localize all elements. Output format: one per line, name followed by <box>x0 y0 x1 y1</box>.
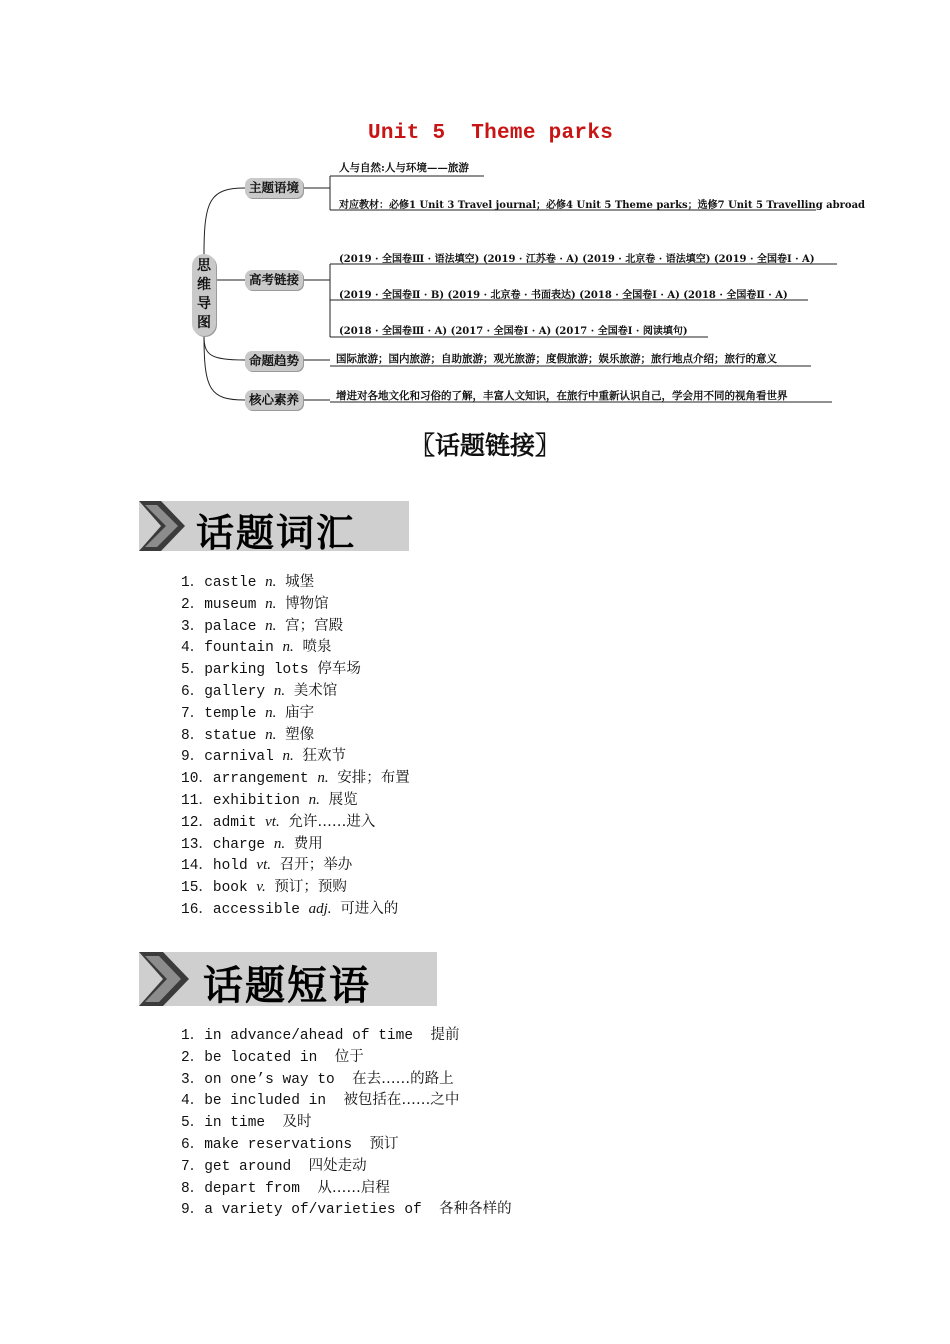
list-item: 7．temple n. 庙宇 <box>181 704 315 722</box>
banner-chevron-icon <box>139 501 189 551</box>
list-item: 6．make reservations 预订 <box>181 1135 399 1153</box>
list-item: 4．fountain n. 喷泉 <box>181 639 332 657</box>
leaf-gaokao-line-2: (2019 · 全国卷Ⅱ · B) (2019 · 北京卷 · 书面表达) (2018 · 全国卷Ⅰ · A) (2018 · 全国卷Ⅱ · A) <box>339 290 788 301</box>
list-item: 9．a variety of/varieties of 各种各样的 <box>181 1201 512 1219</box>
branch-gaokao-link: 高考链接 <box>245 270 303 290</box>
leaf-gaokao-line-1: (2019 · 全国卷Ⅲ · 语法填空) (2019 · 江苏卷 · A) (2019 · 北京卷 · 语法填空) (2019 · 全国卷Ⅰ · A) <box>339 254 815 265</box>
branch-core-literacy: 核心素养 <box>245 390 303 410</box>
phrase-list <box>181 1025 512 1221</box>
branch-theme-context: 主题语境 <box>245 178 303 198</box>
list-item: 2．be located in 位于 <box>181 1048 364 1066</box>
list-item: 5．parking lots 停车场 <box>181 661 361 679</box>
list-item: 10．arrangement n. 安排；布置 <box>181 770 410 788</box>
list-item: 6．gallery n. 美术馆 <box>181 682 338 700</box>
leaf-gaokao-line-3: (2018 · 全国卷Ⅲ · A) (2017 · 全国卷Ⅰ · A) (2017 · 全国卷Ⅰ · 阅读填句) <box>339 326 688 337</box>
list-item: 3．palace n. 宫；宫殿 <box>181 617 344 635</box>
list-item: 9．carnival n. 狂欢节 <box>181 748 346 766</box>
list-item: 5．in time 及时 <box>181 1114 312 1132</box>
topic-link-heading: 〖话题链接〗 <box>410 431 561 460</box>
list-item: 11．exhibition n. 展览 <box>181 791 358 809</box>
list-item: 1．castle n. 城堡 <box>181 574 315 591</box>
leaf-theme-context-topic: 人与自然:人与环境——旅游 <box>339 162 469 174</box>
list-item: 1．in advance/ahead of time 提前 <box>181 1027 460 1044</box>
list-item: 4．be included in 被包括在……之中 <box>181 1092 460 1110</box>
list-item: 7．get around 四处走动 <box>181 1157 367 1175</box>
branch-exam-trend: 命题趋势 <box>245 351 303 371</box>
unit-title: Unit 5 Theme parks <box>368 122 614 145</box>
list-item: 13．charge n. 费用 <box>181 835 323 853</box>
vocab-section-title: 话题词汇 <box>196 511 357 555</box>
phrase-section-title: 话题短语 <box>203 963 371 1009</box>
mindmap-root-node: 思维导图 <box>192 254 216 336</box>
vocab-list <box>181 572 410 921</box>
list-item: 12．admit vt. 允许……进入 <box>181 813 376 831</box>
list-item: 8．statue n. 塑像 <box>181 726 315 744</box>
list-item: 14．hold vt. 召开；举办 <box>181 857 353 875</box>
list-item: 2．museum n. 博物馆 <box>181 595 329 613</box>
list-item: 15．book v. 预订；预购 <box>181 879 347 897</box>
list-item: 3．on one’s way to 在去……的路上 <box>181 1070 454 1088</box>
list-item: 8．depart from 从……启程 <box>181 1179 390 1197</box>
banner-chevron-icon <box>139 952 193 1006</box>
leaf-core-literacy: 增进对各地文化和习俗的了解，丰富人文知识，在旅行中重新认识自己，学会用不同的视角看世界 <box>336 390 788 402</box>
list-item: 16．accessible adj. 可进入的 <box>181 900 399 918</box>
leaf-theme-context-textbook: 对应教材：必修1 Unit 3 Travel journal；必修4 Unit 5 Theme parks；选修7 Unit 5 Travelling abroad <box>339 200 866 211</box>
leaf-exam-trend: 国际旅游；国内旅游；自助旅游；观光旅游；度假旅游；娱乐旅游；旅行地点介绍；旅行的意义 <box>336 353 777 365</box>
